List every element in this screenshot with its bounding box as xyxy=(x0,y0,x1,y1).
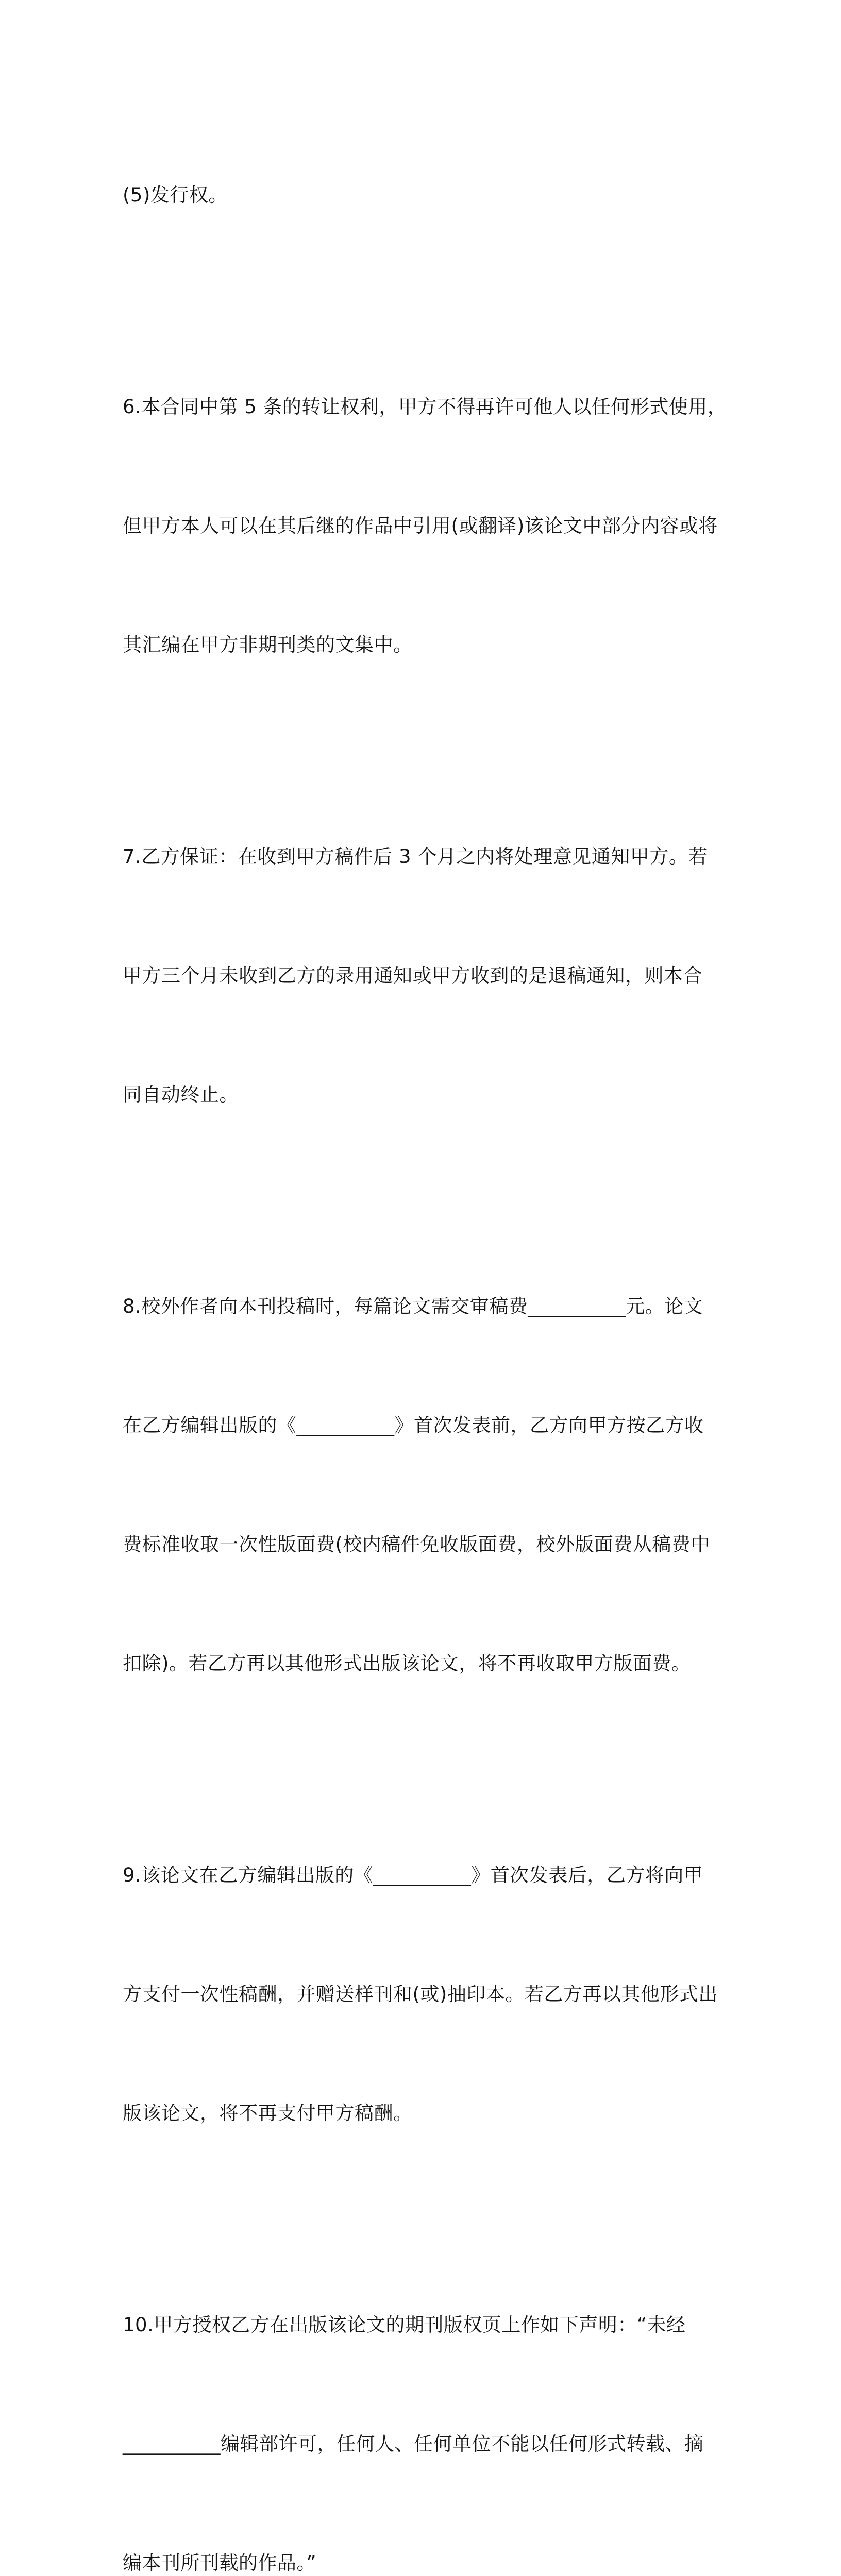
clause-7 xyxy=(123,757,718,1194)
text-line: 甲方三个月未收到乙方的录用通知或甲方收到的是退稿通知，则本合 xyxy=(123,964,702,987)
text-line: 方支付一次性稿酬，并赠送样刊和(或)抽印本。若乙方再以其他形式出 xyxy=(123,1983,718,2005)
text-line: __________编辑部许可，任何人、任何单位不能以任何形式转载、摘 xyxy=(123,2433,704,2455)
document-body xyxy=(123,96,727,2576)
text-line: 编本刊所刊载的作品。” xyxy=(123,2552,317,2574)
text-line: (5)发行权。 xyxy=(123,184,228,206)
text-line: 8.校外作者向本刊投稿时，每篇论文需交审稿费__________元。论文 xyxy=(123,1295,703,1317)
text-line: 10.甲方授权乙方在出版该论文的期刊版权页上作如下声明：“未经 xyxy=(123,2314,686,2336)
text-line: 9.该论文在乙方编辑出版的《__________》首次发表后，乙方将向甲 xyxy=(123,1864,703,1886)
text-line: 其汇编在甲方非期刊类的文集中。 xyxy=(123,634,413,656)
clause-9 xyxy=(123,1776,718,2212)
text-line: 扣除)。若乙方再以其他形式出版该论文，将不再收取甲方版面费。 xyxy=(123,1652,691,1674)
text-line: 在乙方编辑出版的《__________》首次发表前，乙方向甲方按乙方收 xyxy=(123,1414,704,1436)
text-line: 7.乙方保证：在收到甲方稿件后 3 个月之内将处理意见通知甲方。若 xyxy=(123,845,708,868)
clause-5-5-distribution-right xyxy=(123,96,718,294)
text-line: 费标准收取一次性版面费(校内稿件免收版面费，校外版面费从稿费中 xyxy=(123,1533,710,1555)
text-line: 同自动终止。 xyxy=(123,1083,239,1106)
text-line: 版该论文，将不再支付甲方稿酬。 xyxy=(123,2102,413,2124)
clause-6 xyxy=(123,308,727,744)
text-line: 但甲方本人可以在其后继的作品中引用(或翻译)该论文中部分内容或将 xyxy=(123,515,718,537)
clause-10 xyxy=(123,2226,718,2576)
clause-8 xyxy=(123,1207,718,1762)
text-line: 6.本合同中第 5 条的转让权利，甲方不得再许可他人以任何形式使用， xyxy=(123,396,727,418)
